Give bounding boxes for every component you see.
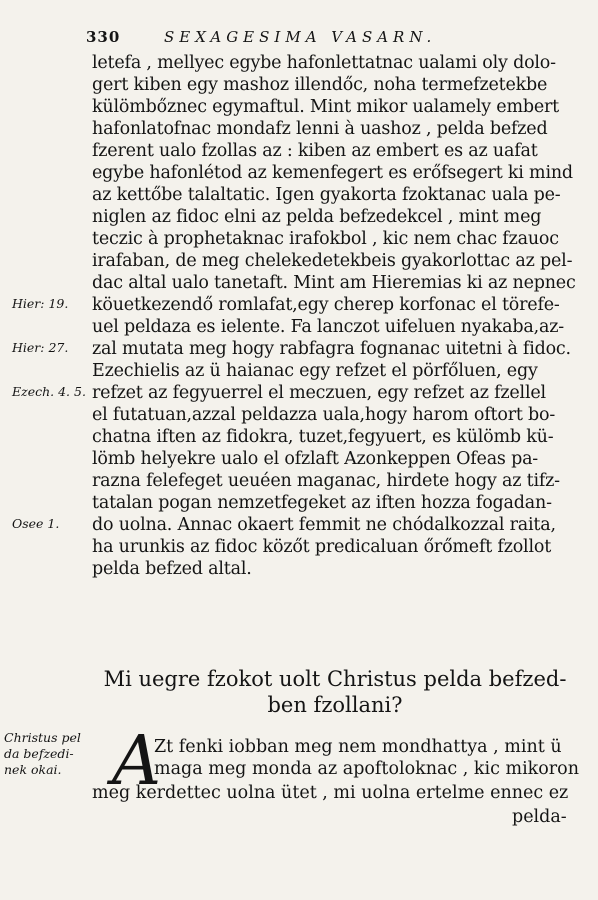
catchword: pelda- — [512, 807, 567, 827]
text-line: az kettőbe talaltatic. Igen gyakorta fzoktanac uala pe- — [92, 185, 561, 205]
text-line: do uolna. Annac okaert femmit ne chódalkozzal raita, — [92, 515, 556, 535]
section-title-cont: ben fzollani? — [267, 693, 403, 717]
margin-note: Hier: 19. — [12, 296, 69, 311]
running-head: SEXAGESIMA VASARN. — [164, 28, 437, 46]
margin-note: Ezech. 4. 5. — [12, 384, 86, 399]
sidenote-line: Christus pel — [4, 730, 81, 745]
text-line: irafaban, de meg chelekedetekbeis gyakorlottac az pel- — [92, 251, 573, 271]
section-title: Mi uegre fzokot uolt Christus pelda befzed- — [103, 667, 567, 691]
text-line: lömb helyekre ualo el ofzlaft Azonkeppen Ofeas pa- — [92, 449, 539, 469]
text-line: külömbőznec egymaftul. Mint mikor ualamely embert — [92, 97, 560, 117]
text-line: niglen az fidoc elni az pelda befzedekcel , mint meg — [92, 207, 542, 227]
text-line: ha urunkis az fidoc közőt predicaluan őrőmeft fzollot — [92, 537, 552, 557]
text-line: razna felefeget ueuéen maganac, hirdete hogy az tifz- — [92, 471, 560, 491]
text-line: letefa , mellyec egybe hafonlettatnac ualami oly dolo- — [92, 53, 556, 73]
text-line: fzerent ualo fzollas az : kiben az embert es az uafat — [92, 141, 538, 161]
text-line: Zt fenki iobban meg nem mondhattya , mint ü — [154, 737, 562, 757]
margin-note: Osee 1. — [12, 516, 60, 531]
text-line: uel peldaza es ielente. Fa lanczot uifeluen nyakaba,az- — [92, 317, 564, 337]
text-line: dac altal ualo tanetaft. Mint am Hieremias ki az nepnec — [92, 273, 576, 293]
text-line: chatna iften az fidokra, tuzet,fegyuert, es külömb kü- — [92, 427, 554, 447]
text-line: egybe hafonlétod az kemenfegert es erőfsegert ki mind — [92, 163, 573, 183]
text-line: gert kiben egy mashoz illendőc, noha termefzetekbe — [92, 75, 548, 95]
page-number: 330 — [86, 28, 121, 46]
text-line: teczic à prophetaknac irafokbol , kic nem chac fzauoc — [92, 229, 559, 249]
text-line: pelda befzed altal. — [92, 559, 252, 579]
text-line: zal mutata meg hogy rabfagra fognanac uitetni à fidoc. — [92, 339, 571, 359]
margin-note: Hier: 27. — [12, 340, 69, 355]
text-line: el futatuan,azzal peldazza uala,hogy harom oftort bo- — [92, 405, 556, 425]
text-line: tatalan pogan nemzetfegeket az iften hozza fogadan- — [92, 493, 552, 513]
text-line: meg kerdettec uolna ütet , mi uolna ertelme ennec ez — [92, 783, 569, 803]
sidenote-line: da befzedi- — [4, 746, 74, 761]
text-line: Ezechielis az ü haianac egy refzet el pörfőluen, egy — [92, 361, 538, 381]
drop-cap: A — [112, 722, 162, 801]
page-header — [86, 28, 586, 50]
text-line: köuetkezendő romlafat,egy cherep korfonac el törefe- — [92, 295, 560, 315]
text-line: maga meg monda az apoftoloknac , kic mikoron — [154, 759, 579, 779]
sidenote-line: nek okai. — [4, 762, 62, 777]
text-line: refzet az fegyuerrel el meczuen, egy refzet az fzellel — [92, 383, 546, 403]
text-line: hafonlatofnac mondafz lenni à uashoz , pelda befzed — [92, 119, 548, 139]
